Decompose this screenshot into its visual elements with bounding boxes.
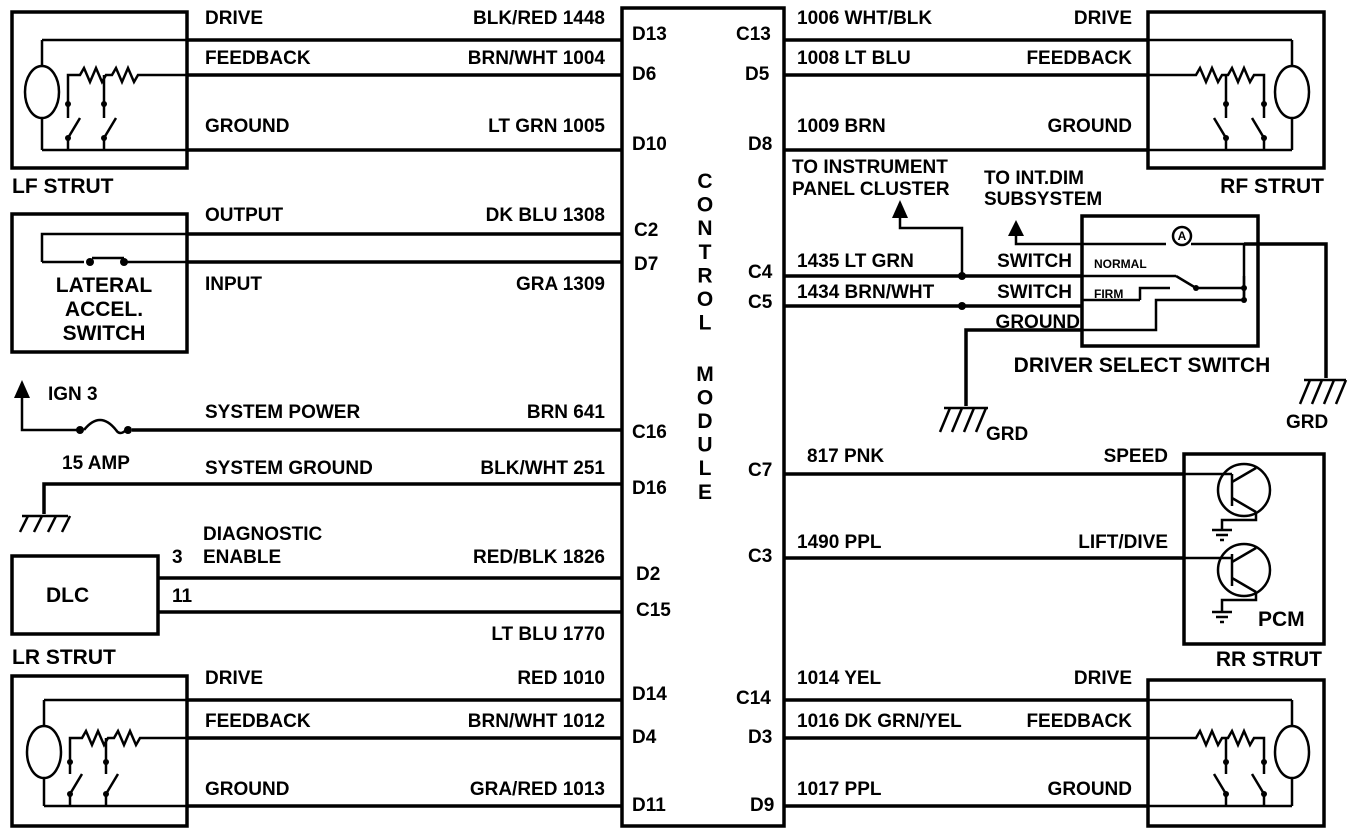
motor-icon [1148,700,1309,806]
lateral-output-wire: DK BLU 1308 [485,205,605,226]
lf-drive-label: DRIVE [205,8,264,29]
dlc-wire2: LT BLU 1770 [491,624,605,645]
lateral-input-pin: D7 [634,254,659,275]
diag-label-line1: DIAGNOSTIC [203,524,323,545]
transistor-icon [1184,464,1270,540]
speed-pin: C7 [748,460,773,481]
dlc-pin3: 3 [172,547,183,568]
driver-select-switch [1082,216,1258,346]
rr-drive-label: DRIVE [1073,668,1132,689]
rf-ground-label: GROUND [1047,116,1132,137]
lr-strut-title: LR STRUT [12,646,116,669]
c5-wire: 1434 BRN/WHT [797,282,935,303]
c4-wire: 1435 LT GRN [797,251,914,272]
dlc-title: DLC [46,584,90,607]
system-power-label: SYSTEM POWER [205,402,361,423]
lr-drive-pin: D14 [632,684,667,705]
up-arrow-icon [1008,220,1166,244]
module-letter: L [698,311,712,335]
ipc-label-line2: PANEL CLUSTER [792,179,950,200]
lf-feedback-wire: BRN/WHT 1004 [467,48,605,69]
system-power-wire: BRN 641 [526,402,605,423]
lr-ground-label: GROUND [205,779,290,800]
c5-pin: C5 [748,292,773,313]
rf-drive-label: DRIVE [1073,8,1132,29]
rr-feedback-wire: 1016 DK GRN/YEL [797,711,962,732]
module-letter: O [696,193,714,217]
rf-drive-pin: C13 [736,24,771,45]
lr-feedback-label: FEEDBACK [205,711,311,732]
rr-ground-label: GROUND [1047,779,1132,800]
lateral-title-line2: ACCEL. [64,298,144,321]
grd1-label: GRD [986,424,1029,445]
speed-label: SPEED [1103,446,1168,467]
rf-strut-title: RF STRUT [1220,175,1324,198]
diag-label-line2: ENABLE [203,547,282,568]
lf-ground-pin: D10 [632,134,667,155]
lr-drive-label: DRIVE [205,668,264,689]
lateral-output-pin: C2 [634,220,659,241]
lf-ground-wire: LT GRN 1005 [488,116,605,137]
lift-label: LIFT/DIVE [1078,532,1168,553]
module-letter: M [696,362,714,386]
normal-label: NORMAL [1094,257,1147,271]
module-letter: N [697,217,713,241]
lateral-input-label: INPUT [205,274,262,295]
rr-feedback-label: FEEDBACK [1026,711,1132,732]
system-power-pin: C16 [632,422,667,443]
lateral-input-wire: GRA 1309 [515,274,605,295]
dlc-pin11: 11 [172,586,193,607]
rr-strut-title: RR STRUT [1215,648,1322,671]
module-letter: R [697,264,713,288]
firm-label: FIRM [1094,287,1124,301]
select-ground-label: GROUND [995,312,1080,333]
rf-ground-pin: D8 [748,134,773,155]
system-ground-label: SYSTEM GROUND [205,458,373,479]
dlc-pin-d2: D2 [636,564,661,585]
module-letter: O [696,386,714,410]
rr-ground-pin: D9 [750,795,775,816]
lf-strut-title: LF STRUT [12,175,114,198]
lamp-icon: A [1177,229,1187,243]
lr-feedback-pin: D4 [632,727,657,748]
resistor-switch-icon [67,731,187,806]
module-letter: C [697,170,713,193]
module-letter: E [697,480,713,504]
rf-feedback-label: FEEDBACK [1026,48,1132,69]
module-letter: U [697,433,713,457]
ign-label: IGN 3 [48,384,98,405]
motor-icon [1148,40,1309,150]
system-ground-pin: D16 [632,478,667,499]
lr-ground-pin: D11 [632,795,666,816]
lf-strut [12,12,187,198]
ground-icon [940,408,988,432]
resistor-switch-icon [1148,731,1267,806]
lf-ground-label: GROUND [205,116,290,137]
dlc-wire1: RED/BLK 1826 [473,547,605,568]
lf-feedback-pin: D6 [632,64,657,85]
rr-strut [1148,648,1324,826]
rr-feedback-pin: D3 [748,727,773,748]
lr-ground-wire: GRA/RED 1013 [469,779,605,800]
pcm [1184,454,1324,644]
module-letter: D [697,410,713,433]
ground-icon [1300,380,1346,404]
ipc-label-line1: TO INSTRUMENT [792,157,948,178]
speed-wire: 817 PNK [807,446,885,467]
rr-drive-pin: C14 [736,688,771,709]
resistor-switch-icon [65,68,187,150]
lr-feedback-wire: BRN/WHT 1012 [467,711,605,732]
rf-feedback-wire: 1008 LT BLU [797,48,911,69]
system-ground-wire: BLK/WHT 251 [480,458,605,479]
driver-select-title: DRIVER SELECT SWITCH [1013,354,1271,377]
module-letter: L [698,457,712,481]
resistor-switch-icon [1148,68,1267,150]
intdim-label-line2: SUBSYSTEM [984,189,1103,210]
dlc [12,556,158,634]
rr-drive-wire: 1014 YEL [797,668,882,689]
switch2-label: SWITCH [997,282,1072,303]
module-letter: O [696,288,714,311]
lateral-accel-switch [12,214,187,352]
lf-drive-pin: D13 [632,24,667,45]
rf-drive-wire: 1006 WHT/BLK [797,8,933,29]
c4-pin: C4 [748,262,773,283]
lateral-output-label: OUTPUT [205,205,284,226]
lf-drive-wire: BLK/RED 1448 [473,8,605,29]
dlc-pin-c15: C15 [636,600,671,621]
lift-pin: C3 [748,546,773,567]
grd2-label: GRD [1286,412,1329,433]
rf-feedback-pin: D5 [745,64,770,85]
rf-strut [1148,12,1324,198]
intdim-label-line1: TO INT.DIM [984,168,1084,189]
switch1-label: SWITCH [997,251,1072,272]
module-letters [696,170,714,504]
lateral-title-line1: LATERAL [55,274,153,297]
fuse-label: 15 AMP [62,453,130,474]
module-letter: T [698,240,712,264]
pcm-title: PCM [1258,608,1305,631]
rf-ground-wire: 1009 BRN [797,116,886,137]
lf-feedback-label: FEEDBACK [205,48,311,69]
lateral-title-line3: SWITCH [62,322,146,345]
lift-wire: 1490 PPL [797,532,882,553]
rr-ground-wire: 1017 PPL [797,779,882,800]
lr-drive-wire: RED 1010 [517,668,605,689]
lr-strut [12,646,187,826]
